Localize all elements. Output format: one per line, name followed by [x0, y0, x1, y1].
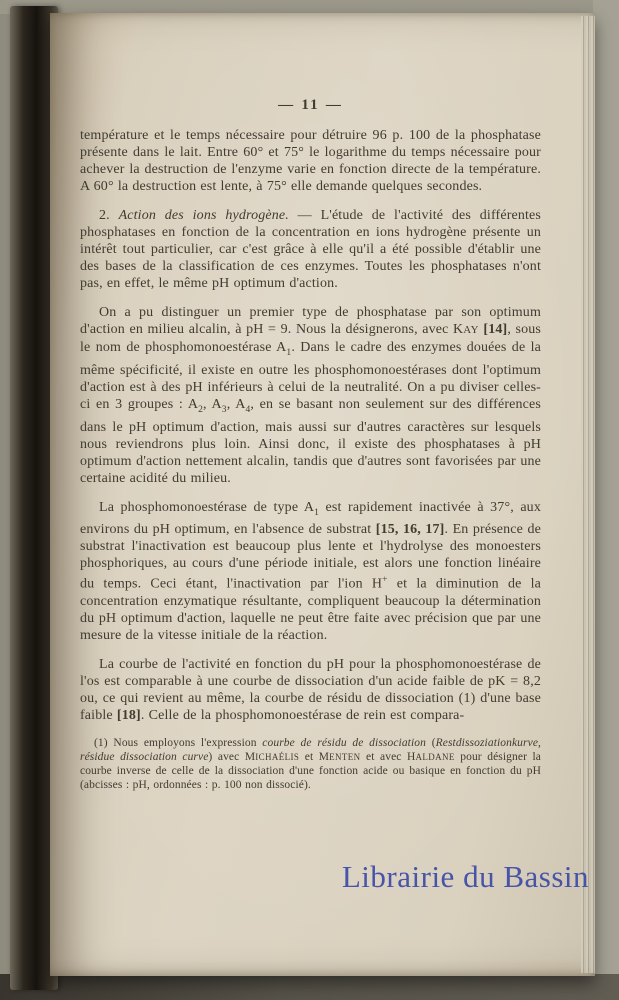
table-surface	[0, 974, 619, 1000]
book-page	[50, 13, 595, 976]
paragraph-temperature: température et le temps nécessaire pour détruire 96 p. 100 de la phosphatase présente dans le lait. Entre 60° et 75° le logarithme du temps nécessaire pour achever la destruction de l'enzyme varie en fonction directe de la température. A 60° la destruction est lente, à 75° elle demande quelques secondes.	[80, 128, 541, 194]
paragraph-action-ions-hydrogene: 2. Action des ions hydrogène. — L'étude de l'activité des différentes phosphatases en fonction de la concentration en ions hydrogène présente un intérêt tout particulier, car c'est grâce à elle qu'il a été possible d'établir une des bases de la classification de ces enzymes. Toutes les phosphatases n'ont pas, en effet, le même pH optimum d'action.	[80, 208, 542, 291]
backdrop-top-strip	[0, 0, 619, 14]
page-number: — 11 —	[278, 97, 343, 113]
backdrop-right-strip	[593, 0, 619, 978]
paragraph-phosphatase-types: On a pu distinguer un premier type de phosphatase par son optimum d'action en milieu alcalin, à pH = 9. Nous la désignerons, avec KAY [14], sous le nom de phosphomonoestérase $A_1$. Dans le cadre des enzymes douées de la même spécificité, il existe en outre les phosphomonoestérases dont l'optimum d'action est à des pH inférieurs à celui de la neutralité. On a pu diviser celles-ci en 3 groupes : $A_2$, $A_3$, $A_4$, en se basant non seulement sur des différences dans le pH optimum d'action, mais aussi sur d'autres caractères sur lesquels nous reviendrons plus loin. Ainsi donc, il existe des phosphatases à pH optimum d'action nettement alcalin, tandis que d'autres sont favorisées par une certaine acidité du milieu.	[80, 305, 542, 486]
paragraph-courbe-activite: La courbe de l'activité en fonction du pH pour la phosphomonoestérase de l'os est comparable à une courbe de dissociation d'un acide faible de pK = 8,2 ou, ce qui revient au même, la courbe de résidu de dissociation (1) d'une base faible [18]. Celle de la phosphomonoestérase de rein est compara-	[80, 657, 541, 724]
page-text-block	[50, 13, 595, 976]
footnote: (1) Nous employons l'expression courbe de résidu de dissociation (Restdissoziationkurve, résidue dissociation curve) avec MICHAÉLIS et MENTEN et avec HALDANE pour désigner la courbe inverse de celle de la dissociation d'une fonction acide ou basique en fonction du pH (abcisses : pH, ordonnées : p. 100 non dissocié).	[80, 737, 542, 792]
bookseller-watermark: Librairie du Bassin	[341, 859, 589, 894]
paragraph-inactivation: La phosphomonoestérase de type $A_1$ est rapidement inactivée à 37°, aux environs du pH optimum, en l'absence de substrat [15, 16, 17]. En présence de substrat l'inactivation est beaucoup plus lente et l'hydrolyse des monoesters phosphoriques, au cours d'une période initiale, est alors une fonction linéaire du temps. Ceci étant, l'inactivation par l'ion H+ et la diminution de la concentration enzymatique résultante, compliquent beaucoup la détermination du pH optimum d'action, laquelle ne peut être faite avec précision que par une mesure de la vitesse initiale de la réaction.	[80, 499, 541, 644]
